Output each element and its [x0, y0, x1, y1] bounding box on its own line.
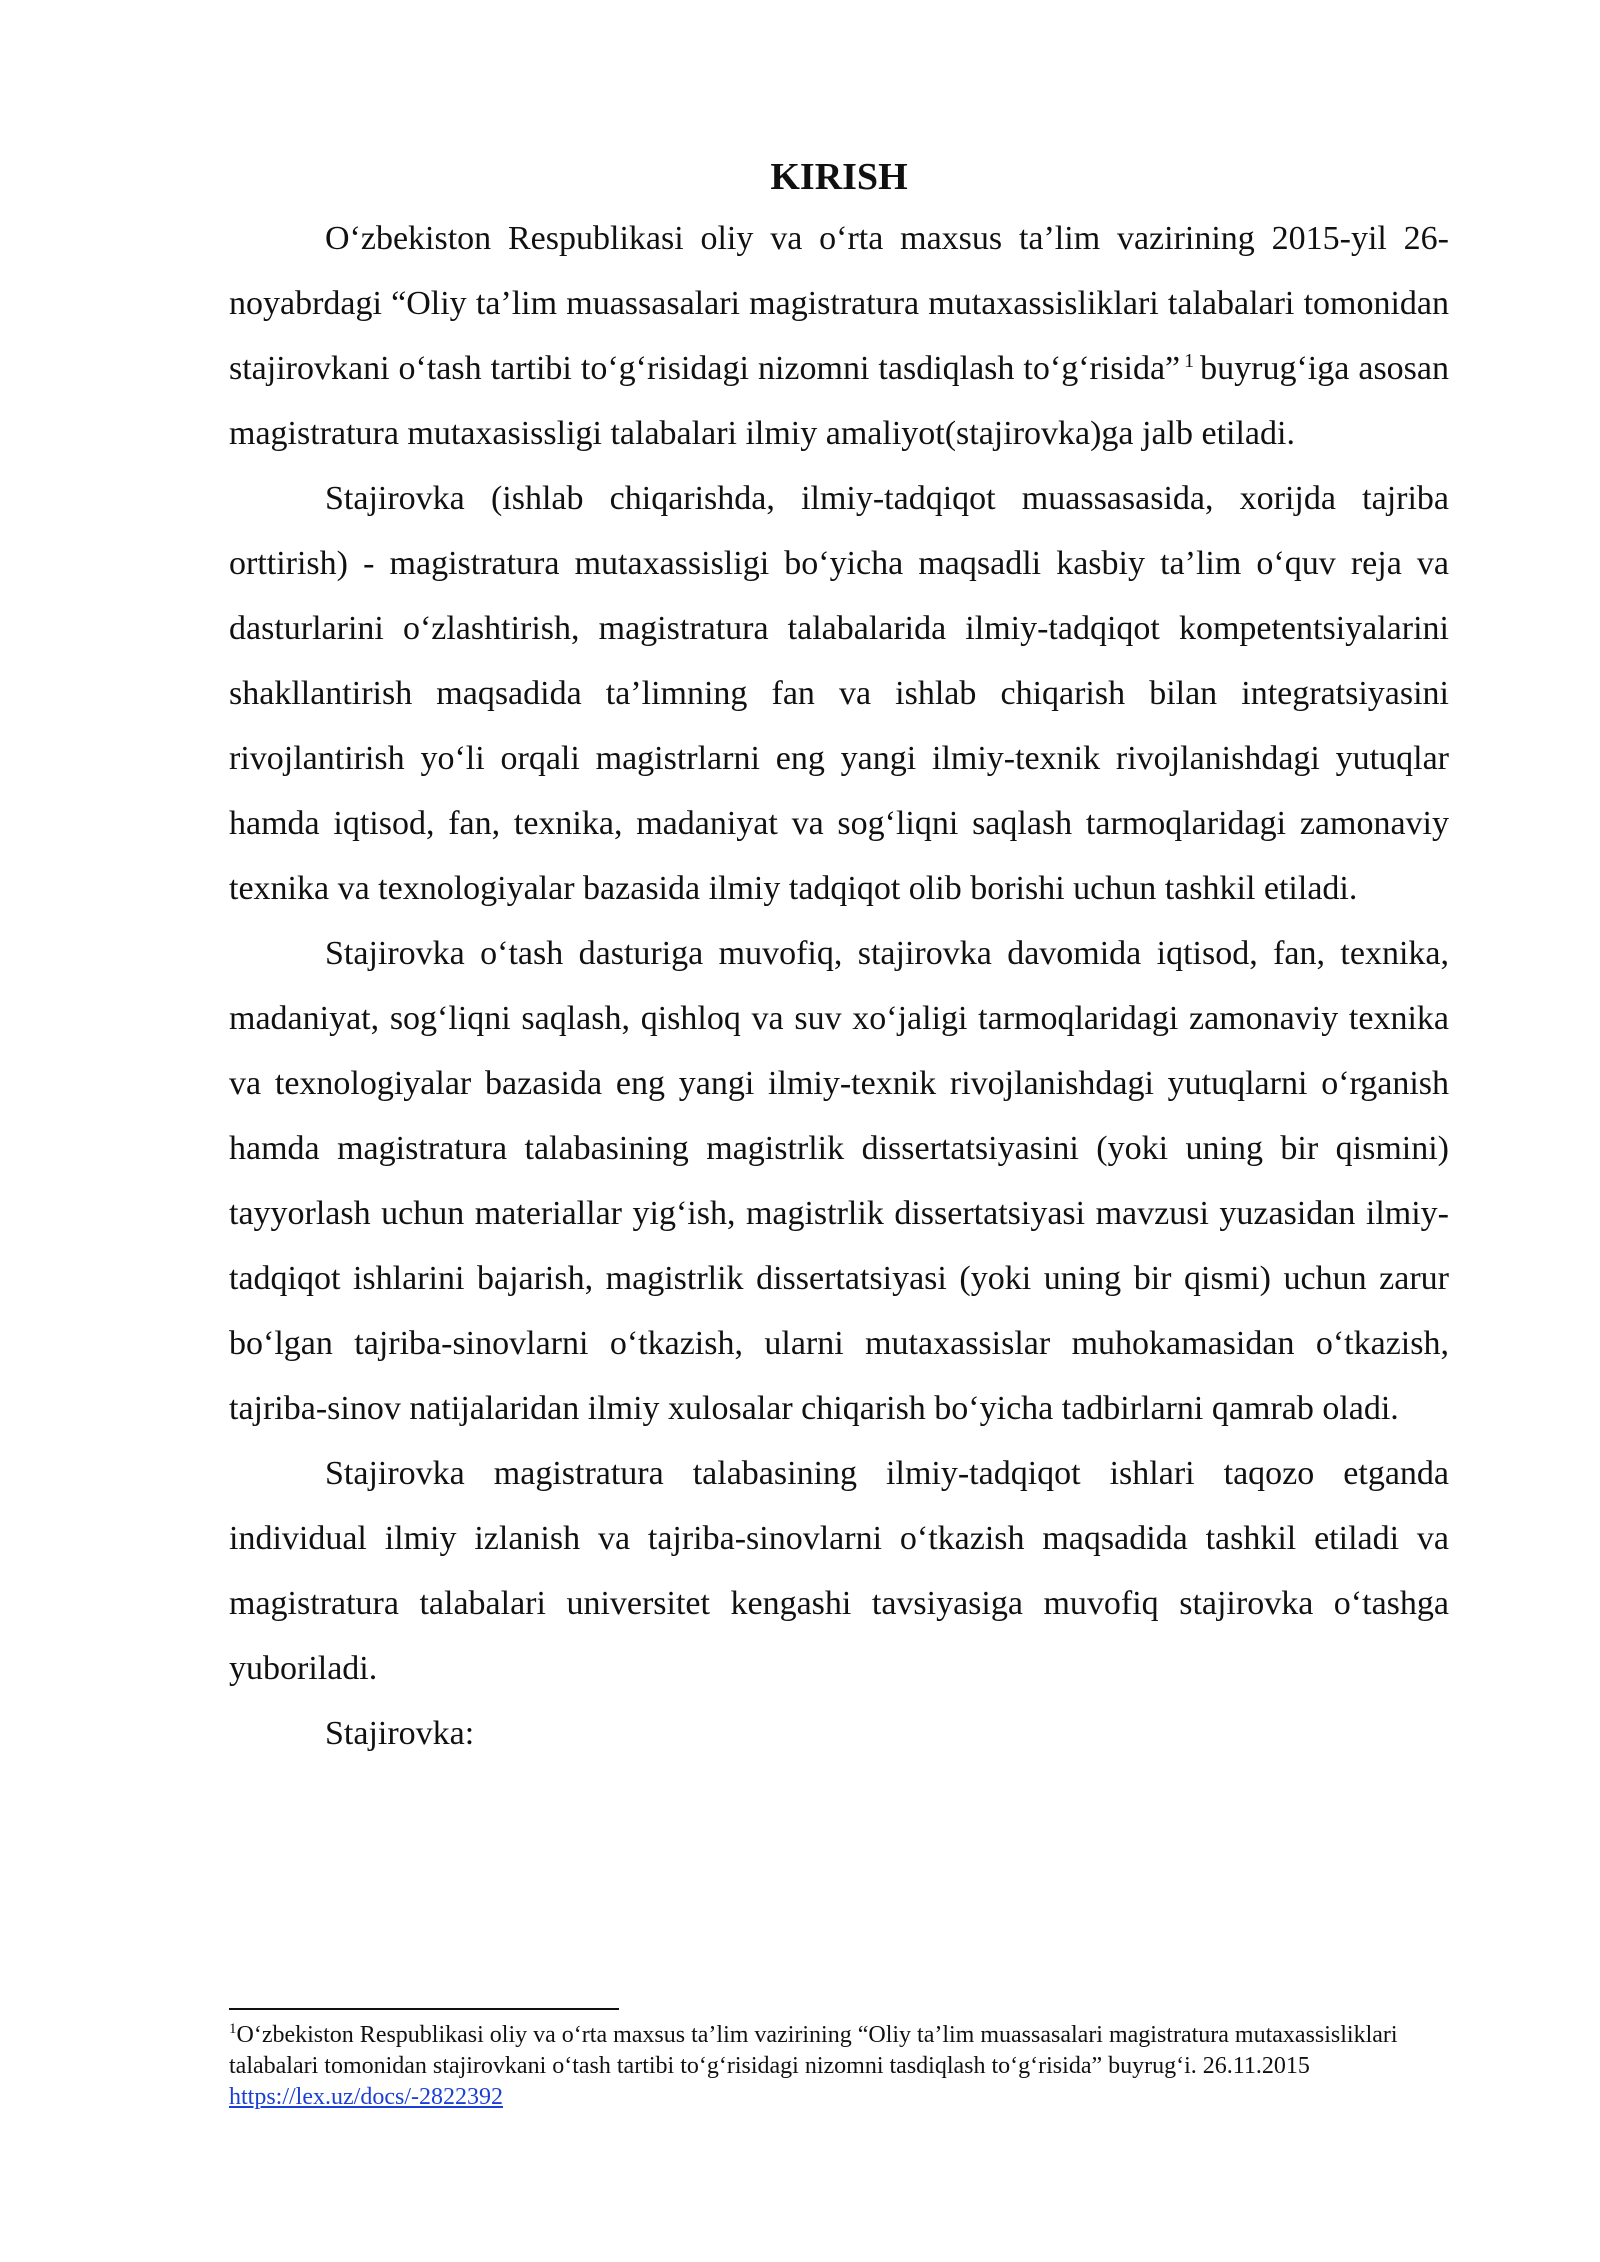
paragraph-2: Stajirovka (ishlab chiqarishda, ilmiy-tadqiqot muassasasida, xorijda tajriba orttirish) - magistratura mutaxassisligi bo‘yicha maqsadli kasbiy ta’lim o‘quv reja va dasturlarini o‘zlashtirish, magistratura talabalarida ilmiy-tadqiqot kompetentsiyalarini shakllantirish maqsadida ta’limning fan va ishlab chiqarish bilan integratsiyasini rivojlantirish yo‘li orqali magistrlarni eng yangi ilmiy-texnik rivojlanishdagi yutuqlar hamda iqtisod, fan, texnika, madaniyat va sog‘liqni saqlash tarmoqlaridagi zamonaviy texnika va texnologiyalar bazasida ilmiy tadqiqot olib borishi uchun tashkil etiladi. [229, 480, 1449, 907]
paragraph-3: Stajirovka o‘tash dasturiga muvofiq, stajirovka davomida iqtisod, fan, texnika, madaniyat, sog‘liqni saqlash, qishloq va suv xo‘jaligi tarmoqlaridagi zamonaviy texnika va texnologiyalar bazasida eng yangi ilmiy-texnik rivojlanishdagi yutuqlarni o‘rganish hamda magistratura talabasining magistrlik dissertatsiyasini (yoki uning bir qismini) tayyorlash uchun materiallar yig‘ish, magistrlik dissertatsiyasi mavzusi yuzasidan ilmiy-tadqiqot ishlarini bajarish, magistrlik dissertatsiyasi (yoki uning bir qismi) uchun zarur bo‘lgan tajriba-sinovlarni o‘tkazish, ularni mutaxassislar muhokamasidan o‘tkazish, tajriba-sinov natijalaridan ilmiy xulosalar chiqarish bo‘yicha tadbirlarni qamrab oladi. [229, 935, 1449, 1427]
footnote-reference[interactable]: 1 [1184, 349, 1195, 372]
paragraph-1-text: O‘zbekiston Respublikasi oliy va o‘rta maxsus ta’lim vazirining 2015-yil 26-noyabrdagi “Oliy ta’lim muassasalari magistratura mutaxassisliklari talabalari tomonidan stajirovkani o‘tash tartibi to‘g‘risidagi nizomni tasdiqlash to‘g‘risida” [229, 220, 1449, 387]
paragraph-1-text-continued: buyrug‘iga asosan magistratura mutaxasissligi talabalari ilmiy amaliyot(stajirovka)ga jalb etiladi. [229, 350, 1450, 452]
footnote-separator [229, 2008, 619, 2010]
paragraph-1 [229, 206, 1449, 466]
section-title: KIRISH [770, 156, 908, 198]
footnote [229, 2020, 1449, 2113]
document-body [229, 148, 1449, 1766]
paragraph-5: Stajirovka: [325, 1715, 475, 1752]
footnote-link[interactable]: https://lex.uz/docs/-2822392 [229, 2084, 503, 2110]
footnote-marker: 1 [229, 2021, 237, 2037]
footnote-text: O‘zbekiston Respublikasi oliy va o‘rta maxsus ta’lim vazirining “Oliy ta’lim muassasalari magistratura mutaxassisliklari talabalari tomonidan stajirovkani o‘tash tartibi to‘g‘risidagi nizomni tasdiqlash to‘g‘risida” buyrug‘i. 26.11.2015 [229, 2022, 1398, 2079]
paragraph-4: Stajirovka magistratura talabasining ilmiy-tadqiqot ishlari taqozo etganda individual ilmiy izlanish va tajriba-sinovlarni o‘tkazish maqsadida tashkil etiladi va magistratura talabalari universitet kengashi tavsiyasiga muvofiq stajirovka o‘tashga yuboriladi. [229, 1455, 1449, 1687]
